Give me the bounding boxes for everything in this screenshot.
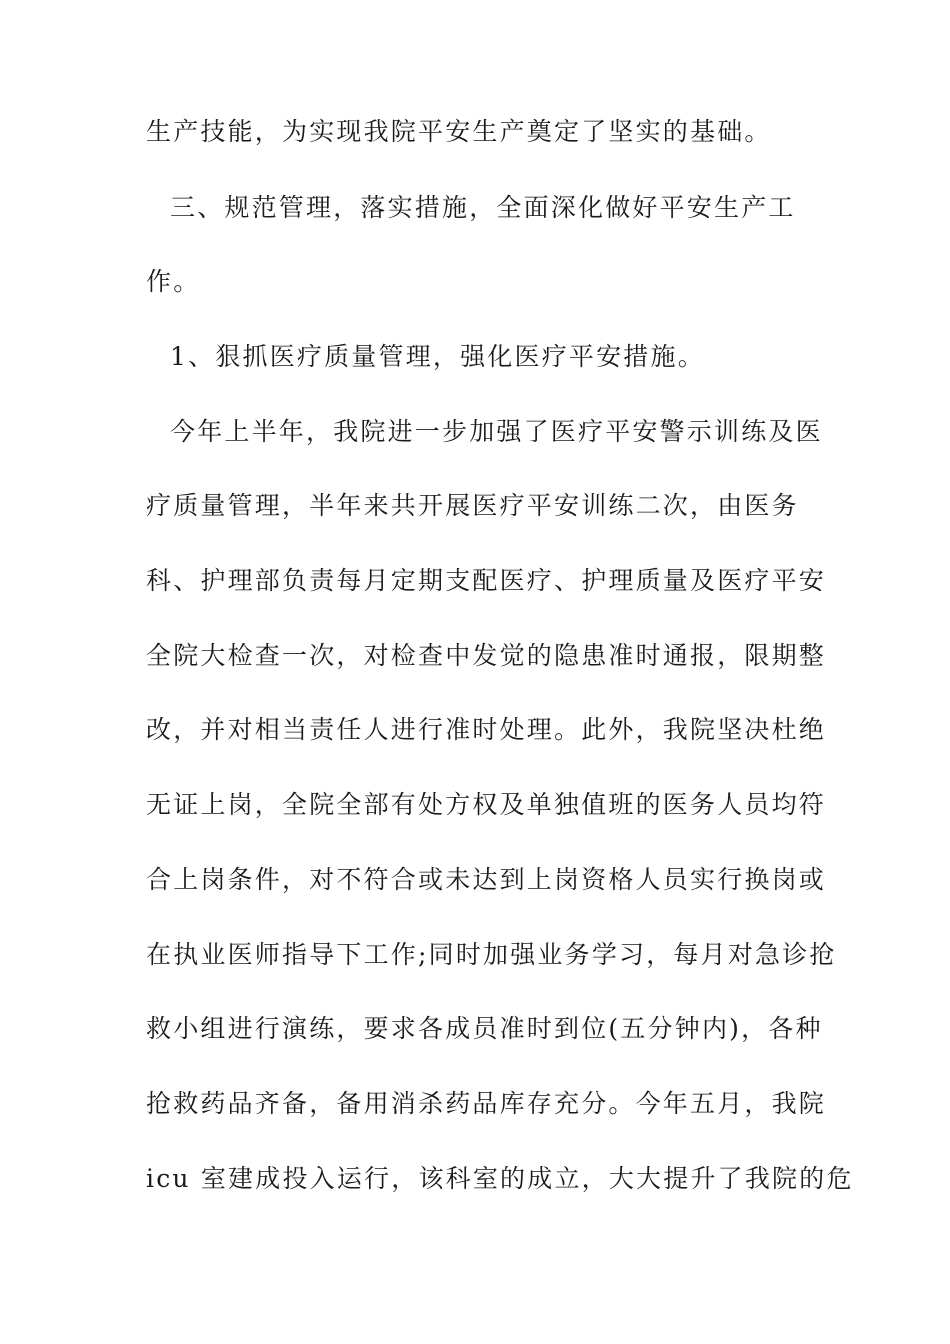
text-line: icu 室建成投入运行，该科室的成立，大大提升了我院的危 [146,1164,854,1193]
text-line: 今年上半年，我院进一步加强了医疗平安警示训练及医 [170,417,823,446]
text-line: 作。 [146,267,201,296]
text-line: 生产技能，为实现我院平安生产奠定了坚实的基础。 [146,117,772,146]
section-heading: 三、规范管理，落实措施，全面深化做好平安生产工 [170,193,796,222]
text-line: 抢救药品齐备，备用消杀药品库存充分。今年五月，我院 [146,1089,827,1118]
text-line: 疗质量管理，半年来共开展医疗平安训练二次，由医务 [146,491,799,520]
text-line: 改，并对相当责任人进行准时处理。此外，我院坚决杜绝 [146,715,827,744]
text-line: 救小组进行演练，要求各成员准时到位(五分钟内)，各种 [146,1014,823,1043]
text-line: 在执业医师指导下工作;同时加强业务学习，每月对急诊抢 [146,940,837,969]
text-line: 科、护理部负责每月定期支配医疗、护理质量及医疗平安 [146,566,827,595]
text-line: 全院大检查一次，对检查中发觉的隐患准时通报，限期整 [146,641,827,670]
text-line: 无证上岗，全院全部有处方权及单独值班的医务人员均符 [146,790,827,819]
text-line: 合上岗条件，对不符合或未达到上岗资格人员实行换岗或 [146,865,827,894]
subsection-heading: 1、狠抓医疗质量管理，强化医疗平安措施。 [170,342,705,371]
